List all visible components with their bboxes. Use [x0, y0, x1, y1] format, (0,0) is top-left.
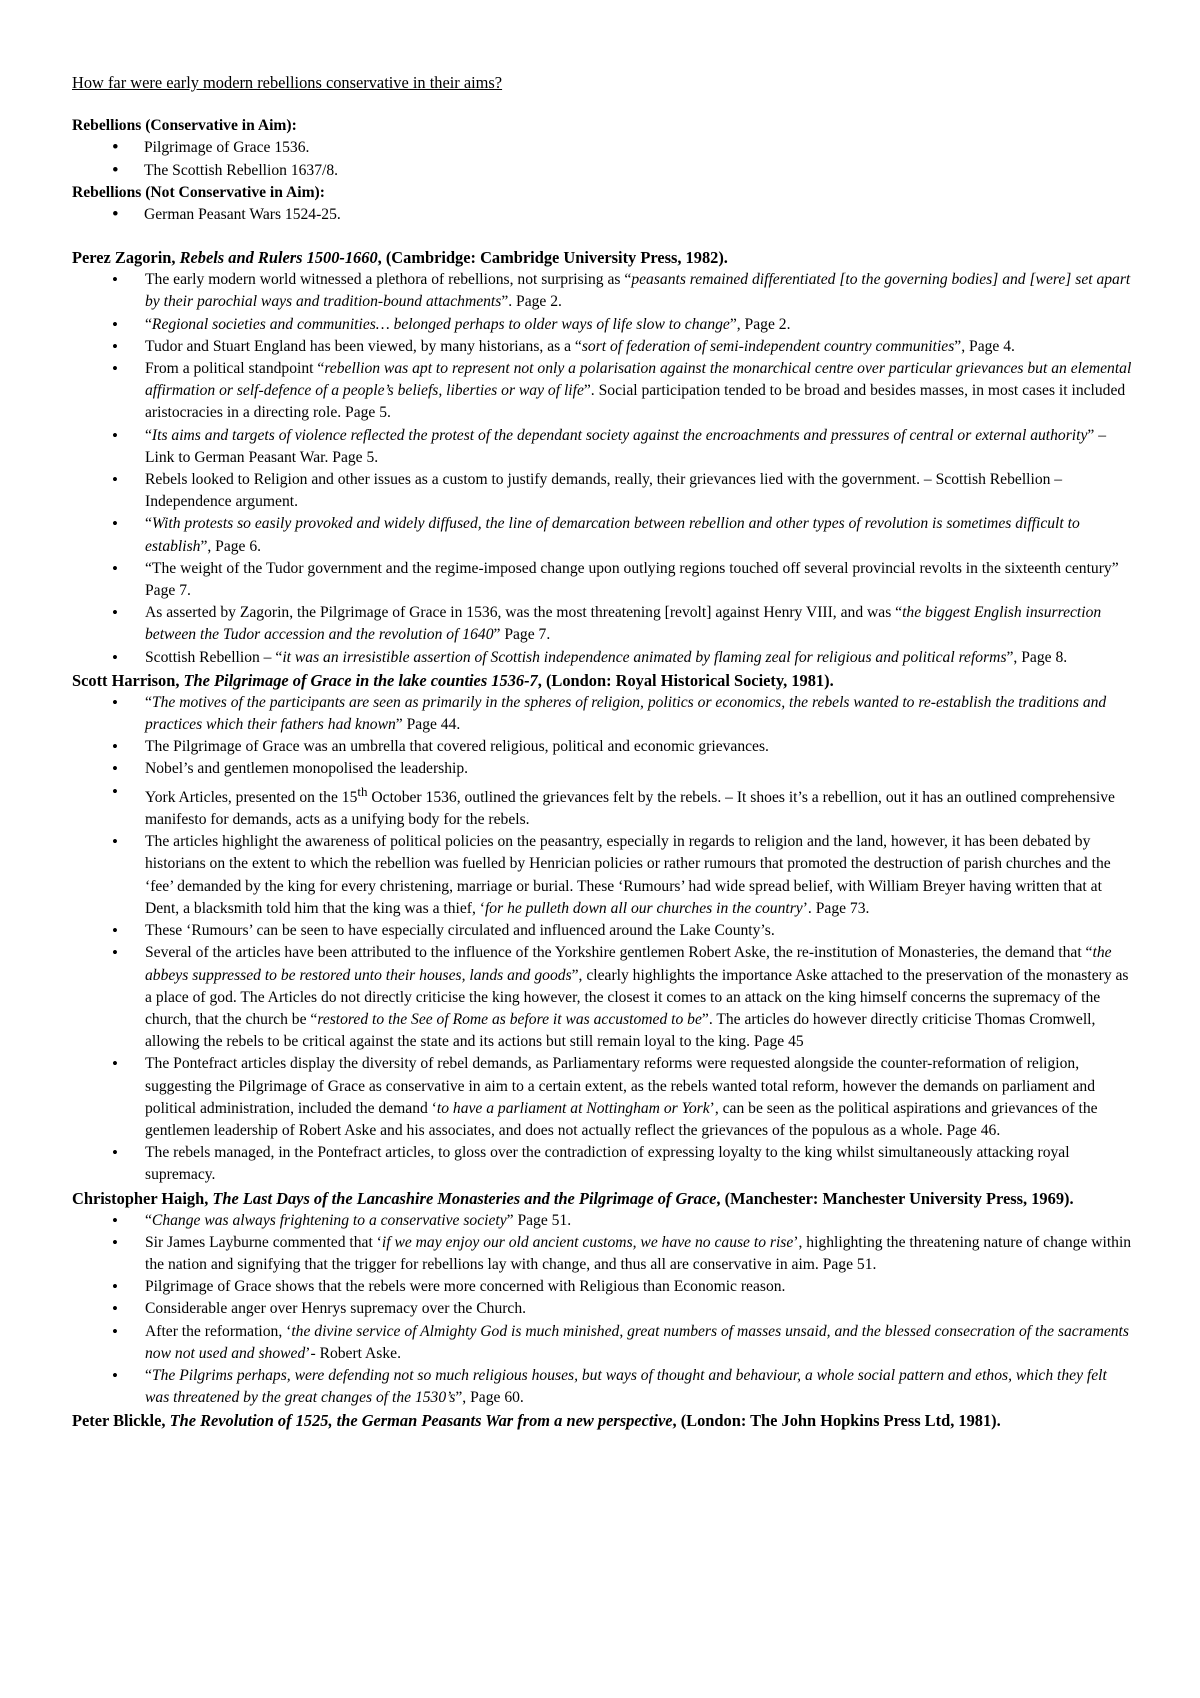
note-text: Pilgrimage of Grace shows that the rebels were more concerned with Religious than Economic reason.	[145, 1278, 786, 1296]
note-text: The Pontefract articles display the diversity of rebel demands, as Parliamentary reforms were requested alongside the counter-reformation of religion, suggesting the Pilgrimage of Grace as conservative in aim to a certain extent, as the rebels wanted total reform, however the demands on parliament and political administration, included the demand ‘	[145, 1055, 1096, 1117]
note-text: ”, Page 2.	[729, 315, 791, 333]
note-text: After the reformation, ‘	[145, 1322, 292, 1340]
note-text: ” Page 7.	[493, 626, 551, 644]
quoted-text: rebellion was apt to represent not only a polarisation against the monarchical centre over particular grievances but an elemental affirmation or self-defence of a people’s beliefs, liberties or way of life	[145, 360, 1132, 400]
note-item	[72, 1210, 1132, 1232]
note-item	[72, 1142, 1132, 1186]
source-publication: , (London: The John Hopkins Press Ltd, 1981).	[672, 1411, 1001, 1431]
note-text: The articles highlight the awareness of political policies on the peasantry, especially in regards to religion and the land, however, it has been debated by historians on the extent to which the rebellion was fuelled by Henrician policies or rather rumours that promoted the destruction of parish churches and the ‘fee’ demanded by the king for every christening, marriage or burial. These ‘Rumours’ had wide spread belief, with William Breyer having written that at Dent, a blacksmith told him that the king was a thief, ‘	[145, 833, 1111, 917]
ordinal-suffix: th	[357, 783, 368, 799]
source-notes	[72, 692, 1132, 1187]
note-text: “	[145, 1366, 152, 1384]
note-text: “	[145, 515, 152, 533]
note-item	[72, 942, 1132, 1053]
list-item: • German Peasant Wars 1524-25.	[72, 204, 1132, 226]
note-text: ” Page 44.	[395, 716, 461, 734]
quoted-text: Regional societies and communities… belonged perhaps to older ways of life slow to change	[151, 315, 730, 333]
note-text: Considerable anger over Henrys supremacy over the Church.	[145, 1300, 527, 1318]
source-notes	[72, 269, 1132, 669]
note-text: “	[145, 315, 152, 333]
quoted-text: Its aims and targets of violence reflected the protest of the dependant society against the encroachments and pressures of central or external authority	[151, 426, 1088, 444]
note-text: ”. Page 2.	[501, 293, 562, 311]
note-text: Tudor and Stuart England has been viewed, by many historians, as a “	[145, 337, 582, 355]
note-text: Sir James Layburne commented that ‘	[145, 1233, 382, 1251]
note-text: ”, Page 8.	[1006, 648, 1068, 666]
note-text: ”, Page 4.	[954, 337, 1015, 355]
note-text: ” – Link to German Peasant War. Page 5.	[145, 426, 1106, 466]
note-item	[72, 1365, 1132, 1409]
not-conservative-heading: Rebellions (Not Conservative in Aim):	[72, 183, 325, 201]
note-item	[72, 269, 1132, 313]
document-title: How far were early modern rebellions conservative in their aims?	[72, 73, 503, 92]
source-heading	[72, 669, 1132, 692]
note-item	[72, 314, 1132, 336]
note-item	[72, 1321, 1132, 1365]
note-text: ”. Social participation tended to be broad and besides masses, in most cases it included aristocracies in a directing role. Page 5.	[145, 382, 1126, 422]
quoted-text: peasants remained differentiated [to the governing bodies] and [were] set apart by their parochial ways and tradition-bound attachments	[145, 271, 1131, 311]
note-text: ’. Page 73.	[802, 899, 870, 917]
note-item	[72, 558, 1132, 602]
note-text: Nobel’s and gentlemen monopolised the leadership.	[145, 760, 469, 778]
note-text: October 1536, outlined the grievances felt by the rebels. – It shoes it’s a rebellion, out it has an outlined comprehensive manifesto for demands, acts as a unifying body for the rebels.	[145, 788, 1115, 829]
note-item	[72, 469, 1132, 513]
quoted-text: the abbeys suppressed to be restored unto their houses, lands and goods	[145, 944, 1112, 984]
note-item	[72, 647, 1132, 669]
source-heading	[72, 246, 1132, 269]
quoted-text: With protests so easily provoked and widely diffused, the line of demarcation between rebellion and other types of revolution is sometimes difficult to establish	[145, 515, 1080, 555]
quoted-text: sort of federation of semi-independent country communities	[581, 337, 955, 355]
source-heading	[72, 1409, 1132, 1432]
note-item	[72, 358, 1132, 425]
quoted-text: the biggest English insurrection between the Tudor accession and the revolution of 1640	[145, 604, 1102, 644]
source-work-title: The Revolution of 1525, the German Peasants War from a new perspective	[169, 1411, 673, 1431]
note-text: These ‘Rumours’ can be seen to have especially circulated and influenced around the Lake County’s.	[145, 922, 775, 940]
note-item	[72, 1232, 1132, 1276]
note-text: “	[145, 426, 152, 444]
note-item	[72, 692, 1132, 736]
source-work-title: Rebels and Rulers 1500-1660	[179, 248, 378, 268]
note-text: ” Page 51.	[506, 1211, 572, 1229]
list-item: • Pilgrimage of Grace 1536.	[72, 137, 1132, 159]
source-haigh	[72, 1187, 1132, 1410]
sources-section	[72, 246, 1132, 1432]
quoted-text: The motives of the participants are seen as primarily in the spheres of religion, politics or economics, the rebels wanted to re-establish the traditions and practices which their fathers had known	[145, 693, 1107, 734]
source-author: Perez Zagorin,	[72, 248, 180, 268]
note-text: York Articles, presented on the 15	[145, 788, 358, 806]
source-blickle	[72, 1409, 1132, 1432]
note-text: ’, can be seen as the political aspirations and grievances of the gentlemen leadership of Robert Aske and his associates, and does not actually reflect the grievances of the populous as a whole. Page 46.	[145, 1099, 1098, 1139]
note-item	[72, 831, 1132, 920]
quoted-text: for he pulleth down all our churches in the country	[484, 899, 803, 917]
note-text: The rebels managed, in the Pontefract articles, to gloss over the contradiction of expressing loyalty to the king whilst simultaneously attacking royal supremacy.	[145, 1144, 1070, 1184]
note-item	[72, 1053, 1132, 1142]
source-work-title: The Pilgrimage of Grace in the lake counties 1536-7	[183, 670, 538, 690]
note-text: ’- Robert Aske.	[305, 1344, 401, 1362]
note-text: ’, highlighting the threatening nature of change within the nation and signifying that the trigger for rebellions lay with change, and thus all are conservative in aim. Page 51.	[145, 1233, 1132, 1273]
note-item	[72, 781, 1132, 832]
note-text: “	[145, 1211, 152, 1229]
note-item	[72, 425, 1132, 469]
quoted-text: restored to the See of Rome as before it was accustomed to be	[317, 1010, 702, 1028]
quoted-text: it was an irresistible assertion of Scottish independence animated by flaming zeal for religious and political reforms	[282, 648, 1007, 666]
note-item	[72, 1298, 1132, 1320]
source-author: Christopher Haigh,	[72, 1188, 213, 1208]
source-work-title: The Last Days of the Lancashire Monasteries and the Pilgrimage of Grace	[212, 1188, 717, 1208]
note-item	[72, 758, 1132, 780]
note-text: ”. The articles do however directly criticise Thomas Cromwell, allowing the rebels to be critical against the state and its actions but still remain loyal to the king. Page 45	[145, 1010, 1096, 1051]
quoted-text: to have a parliament at Nottingham or York	[436, 1099, 710, 1117]
source-publication: , (Cambridge: Cambridge University Press, 1982).	[377, 248, 728, 268]
quoted-text: the divine service of Almighty God is much minished, great numbers of masses unsaid, and the blessed consecration of the sacraments now not used and showed	[145, 1322, 1129, 1362]
note-item	[72, 336, 1132, 358]
note-text: Several of the articles have been attributed to the influence of the Yorkshire gentlemen Robert Aske, the re-institution of Monasteries, the demand that “	[145, 944, 1093, 962]
note-text: From a political standpoint “	[145, 360, 325, 378]
source-publication: , (London: Royal Historical Society, 1981).	[537, 670, 834, 690]
source-zagorin	[72, 246, 1132, 669]
note-item	[72, 1276, 1132, 1298]
note-item	[72, 513, 1132, 557]
not-conservative-list	[72, 204, 1132, 226]
note-text: The Pilgrimage of Grace was an umbrella that covered religious, political and economic grievances.	[145, 738, 769, 756]
note-text: “	[145, 693, 152, 711]
note-text: ”, clearly highlights the importance Aske attached to the preservation of the monastery as a place of god. The Articles do not directly criticise the king however, the closest it comes to an attack on the king himself concerns the supremacy of the church, that the church be “	[145, 966, 1129, 1028]
source-author: Peter Blickle,	[72, 1411, 170, 1431]
note-text: Scottish Rebellion – “	[145, 648, 283, 666]
quoted-text: Change was always frightening to a conservative society	[151, 1211, 507, 1229]
conservative-heading: Rebellions (Conservative in Aim):	[72, 117, 297, 135]
source-publication: , (Manchester: Manchester University Press, 1969).	[716, 1188, 1074, 1208]
source-harrison	[72, 669, 1132, 1187]
note-text: ”, Page 6.	[200, 537, 262, 555]
quoted-text: The Pilgrims perhaps, were defending not so much religious houses, but ways of thought and behaviour, a whole social pattern and ethos, which they felt was threatened by the great changes of the 1530’s	[145, 1366, 1107, 1407]
quoted-text: if we may enjoy our old ancient customs, we have no cause to rise	[381, 1233, 794, 1251]
source-notes	[72, 1210, 1132, 1410]
conservative-list	[72, 137, 1132, 181]
note-text: As asserted by Zagorin, the Pilgrimage of Grace in 1536, was the most threatening [revolt] against Henry VIII, and was “	[145, 604, 903, 622]
note-text: “The weight of the Tudor government and the regime-imposed change upon outlying regions touched off several provincial revolts in the sixteenth century” Page 7.	[145, 559, 1119, 600]
note-text: ”, Page 60.	[455, 1389, 524, 1407]
note-text: Rebels looked to Religion and other issues as a custom to justify demands, really, their grievances lied with the government. – Scottish Rebellion – Independence argument.	[145, 471, 1063, 511]
list-item: • The Scottish Rebellion 1637/8.	[72, 160, 1132, 182]
note-item	[72, 736, 1132, 758]
note-item	[72, 602, 1132, 646]
note-item	[72, 920, 1132, 942]
source-author: Scott Harrison,	[72, 670, 184, 690]
note-text: The early modern world witnessed a plethora of rebellions, not surprising as “	[145, 271, 632, 289]
source-heading	[72, 1187, 1132, 1210]
